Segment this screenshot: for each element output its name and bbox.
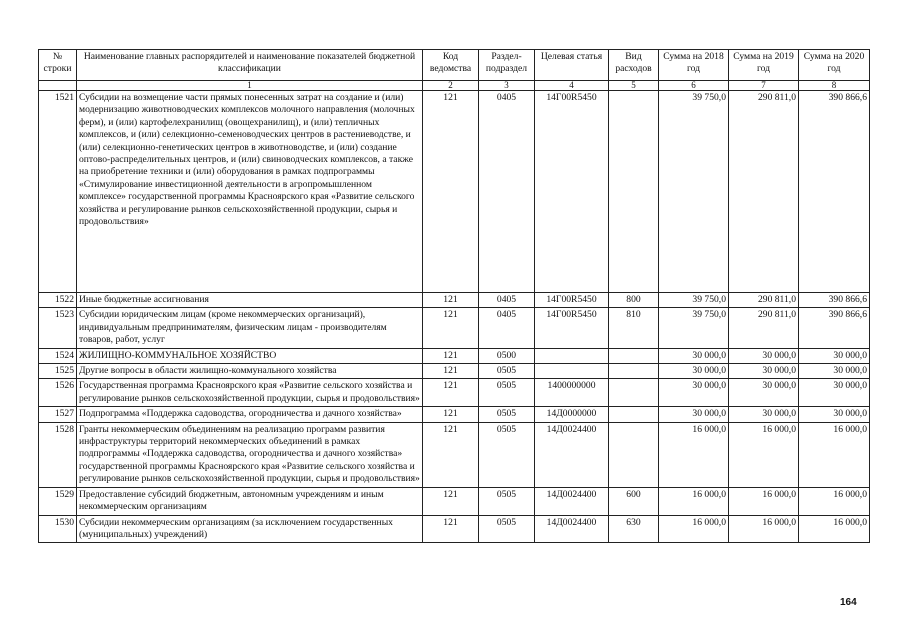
row-expense-type [609,422,659,487]
row-sum-2018: 16 000,0 [659,422,729,487]
row-section: 0500 [479,348,535,363]
row-sum-2020: 30 000,0 [799,379,870,407]
budget-table [38,49,870,543]
row-target: 14Д0024400 [535,515,609,543]
row-expense-type [609,407,659,422]
row-section: 0505 [479,422,535,487]
row-expense-type: 800 [609,293,659,308]
row-number: 1522 [39,293,77,308]
table-row [39,293,870,308]
row-name: Государственная программа Красноярского края «Развитие сельского хозяйства и регулирование рынков сельскохозяйственной продукции, сырья и продовольствия» [77,379,423,407]
row-code: 121 [423,293,479,308]
row-sum-2018: 39 750,0 [659,293,729,308]
row-section: 0505 [479,487,535,515]
row-sum-2018: 39 750,0 [659,308,729,348]
row-sum-2020: 16 000,0 [799,515,870,543]
row-code: 121 [423,91,479,293]
row-sum-2019: 290 811,0 [729,308,799,348]
column-number: 4 [535,81,609,91]
header-code: Код ведомства [423,50,479,81]
row-sum-2018: 30 000,0 [659,407,729,422]
row-number: 1527 [39,407,77,422]
table-row [39,422,870,487]
page-number: 164 [840,597,857,608]
row-name: Иные бюджетные ассигнования [77,293,423,308]
row-section: 0505 [479,379,535,407]
row-section: 0405 [479,308,535,348]
table-row [39,348,870,363]
row-sum-2019: 30 000,0 [729,348,799,363]
row-sum-2018: 16 000,0 [659,487,729,515]
table-row [39,308,870,348]
row-section: 0505 [479,515,535,543]
row-target: 14Г00R5450 [535,293,609,308]
header-row [39,50,870,81]
row-sum-2020: 390 866,6 [799,308,870,348]
header-name: Наименование главных распорядителей и наименование показателей бюджетной классификации [77,50,423,81]
row-name: Подпрограмма «Поддержка садоводства, огородничества и дачного хозяйства» [77,407,423,422]
row-code: 121 [423,422,479,487]
row-sum-2018: 30 000,0 [659,348,729,363]
row-number: 1521 [39,91,77,293]
row-number: 1530 [39,515,77,543]
row-number: 1525 [39,364,77,379]
row-target: 1400000000 [535,379,609,407]
row-name: Субсидии юридическим лицам (кроме некоммерческих организаций), индивидуальным предпринимателям, физическим лицам - производителям товаров, работ, услуг [77,308,423,348]
row-code: 121 [423,364,479,379]
row-name: Субсидии на возмещение части прямых понесенных затрат на создание и (или) модернизацию животноводческих комплексов молочного направления (молочных ферм), и (или) картофелехранилищ (овощехранилищ), и (или) тепличных комплексов, и (или) селекционно-семеноводческих центров в растениеводстве, и (или) селекционно-генетических центров в животноводстве, и (или) создание оптово-распределительных центров, и (или) свиноводческих комплексов, а также на приобретение техники и (или) оборудования в рамках подпрограммы «Стимулирование инвестиционной деятельности в агропромышленном комплексе» государственной программы Красноярского края «Развитие сельского хозяйства и регулирование рынков сельскохозяйственной продукции, сырья и продовольствия» [77,91,423,293]
column-number: 2 [423,81,479,91]
row-sum-2018: 30 000,0 [659,364,729,379]
header-section: Раздел-подраздел [479,50,535,81]
column-number: 1 [77,81,423,91]
row-number: 1526 [39,379,77,407]
header-sum-2019: Сумма на 2019 год [729,50,799,81]
row-sum-2019: 290 811,0 [729,293,799,308]
row-number: 1528 [39,422,77,487]
column-number: 8 [799,81,870,91]
row-sum-2018: 30 000,0 [659,379,729,407]
row-number: 1524 [39,348,77,363]
row-sum-2019: 16 000,0 [729,515,799,543]
row-target: 14Д0024400 [535,422,609,487]
row-number: 1529 [39,487,77,515]
row-code: 121 [423,515,479,543]
table-row [39,515,870,543]
row-sum-2019: 30 000,0 [729,364,799,379]
row-target [535,348,609,363]
row-sum-2019: 16 000,0 [729,487,799,515]
row-name: Субсидии некоммерческим организациям (за исключением государственных (муниципальных) учреждений) [77,515,423,543]
row-code: 121 [423,487,479,515]
table-row [39,487,870,515]
row-section: 0405 [479,91,535,293]
row-section: 0505 [479,407,535,422]
row-name: Гранты некоммерческим объединениям на реализацию программ развития инфраструктуры территорий некоммерческих объединений в рамках подпрограммы «Поддержка садоводства, огородничества и дачного хозяйства» государственной программы Красноярского края «Развитие сельского хозяйства и регулирование рынков сельскохозяйственной продукции, сырья и продовольствия» [77,422,423,487]
row-sum-2019: 30 000,0 [729,407,799,422]
row-section: 0405 [479,293,535,308]
row-target [535,364,609,379]
row-sum-2020: 16 000,0 [799,487,870,515]
column-number [39,81,77,91]
table-row [39,407,870,422]
table-row [39,364,870,379]
row-sum-2019: 290 811,0 [729,91,799,293]
row-name: Другие вопросы в области жилищно-коммунального хозяйства [77,364,423,379]
column-number: 5 [609,81,659,91]
row-expense-type [609,364,659,379]
row-target: 14Г00R5450 [535,91,609,293]
row-expense-type: 630 [609,515,659,543]
row-number: 1523 [39,308,77,348]
row-code: 121 [423,407,479,422]
row-sum-2020: 30 000,0 [799,364,870,379]
row-code: 121 [423,379,479,407]
column-number: 7 [729,81,799,91]
row-sum-2018: 16 000,0 [659,515,729,543]
row-sum-2019: 16 000,0 [729,422,799,487]
row-sum-2018: 39 750,0 [659,91,729,293]
header-row-no: № строки [39,50,77,81]
header-sum-2020: Сумма на 2020 год [799,50,870,81]
column-number-row [39,81,870,91]
row-sum-2020: 390 866,6 [799,293,870,308]
row-sum-2020: 16 000,0 [799,422,870,487]
table-row [39,91,870,293]
row-name: Предоставление субсидий бюджетным, автономным учреждениям и иным некоммерческим организациям [77,487,423,515]
header-sum-2018: Сумма на 2018 год [659,50,729,81]
table-row [39,379,870,407]
row-target: 14Г00R5450 [535,308,609,348]
column-number: 6 [659,81,729,91]
row-expense-type [609,348,659,363]
row-expense-type: 810 [609,308,659,348]
table-body [39,91,870,543]
row-sum-2020: 30 000,0 [799,407,870,422]
header-target: Целевая статья [535,50,609,81]
row-code: 121 [423,348,479,363]
row-sum-2019: 30 000,0 [729,379,799,407]
row-section: 0505 [479,364,535,379]
header-expense-type: Вид расходов [609,50,659,81]
row-code: 121 [423,308,479,348]
row-sum-2020: 390 866,6 [799,91,870,293]
row-sum-2020: 30 000,0 [799,348,870,363]
row-name: ЖИЛИЩНО-КОММУНАЛЬНОЕ ХОЗЯЙСТВО [77,348,423,363]
row-expense-type: 600 [609,487,659,515]
row-expense-type [609,379,659,407]
row-target: 14Д0000000 [535,407,609,422]
column-number: 3 [479,81,535,91]
row-expense-type [609,91,659,293]
row-target: 14Д0024400 [535,487,609,515]
